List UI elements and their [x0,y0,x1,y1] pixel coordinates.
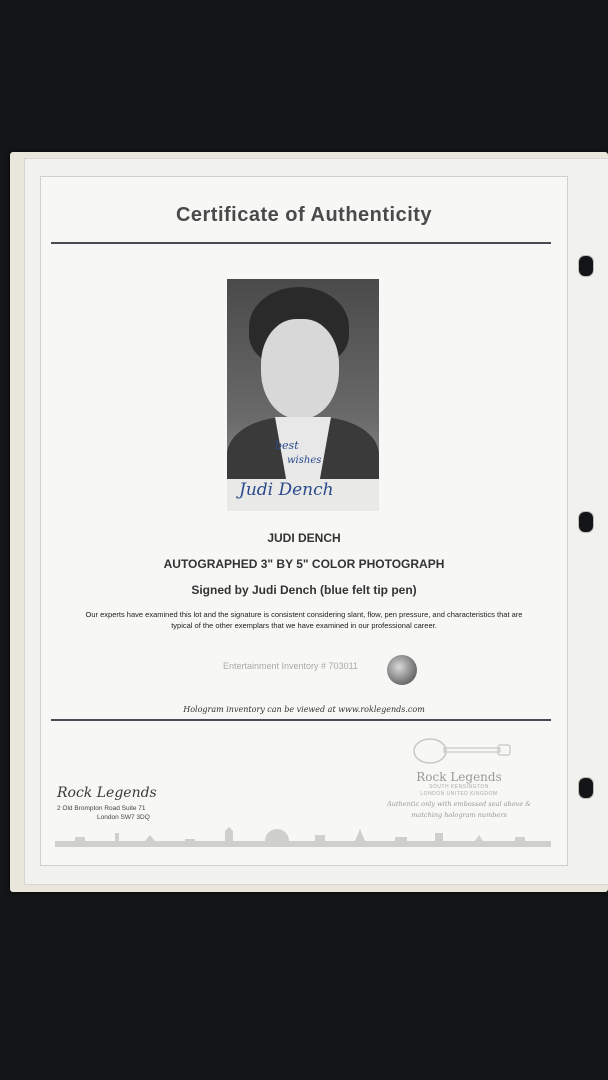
binder-hole [578,511,594,533]
seal-auth-line2: matching hologram numbers [411,811,507,819]
binder-hole [578,777,594,799]
embossed-seal [379,729,539,820]
item-description: AUTOGRAPHED 3" BY 5" COLOR PHOTOGRAPH [163,557,445,571]
binder-hole [578,255,594,277]
certificate-title: Certificate of Authenticity [175,204,433,226]
london-skyline-icon [55,825,551,847]
certificate-page [40,176,568,866]
signature-text: Judi Dench [239,480,334,500]
subject-name: JUDI DENCH [267,531,341,545]
hologram-note: Hologram inventory can be viewed at www.roklegends.com [183,705,425,714]
seal-brand: Rock Legends [416,770,502,784]
expert-statement: Our experts have examined this lot and the signature is consistent considering slant, flow, pen pressure, and characteristics that are typical of the other exemplars that we have examined in our professional career. [85,610,523,630]
seal-location-2: LONDON UNITED KINGDOM [420,791,498,797]
signed-note: Signed by Judi Dench (blue felt tip pen) [191,583,417,597]
inscription-line1: best [275,439,299,452]
company-address-line1: 2 Old Brompton Road Suite 71 [57,805,146,812]
bottom-divider [51,719,551,721]
inscription-line2: wishes [287,455,322,466]
seal-auth-line1: Authentic only with embossed seal above & [387,800,531,808]
company-name: Rock Legends [57,785,157,801]
top-divider [51,242,551,244]
autograph-signature [227,429,379,511]
guitar-logo-icon [404,729,514,769]
signed-photo [227,279,379,511]
company-address-line2: London SW7 3DQ [97,814,150,821]
hologram-sticker-icon [387,655,417,685]
company-block [57,785,157,822]
inventory-number: Entertainment Inventory # 703011 [223,661,358,671]
seal-location-1: SOUTH KENSINGTON [429,784,489,790]
